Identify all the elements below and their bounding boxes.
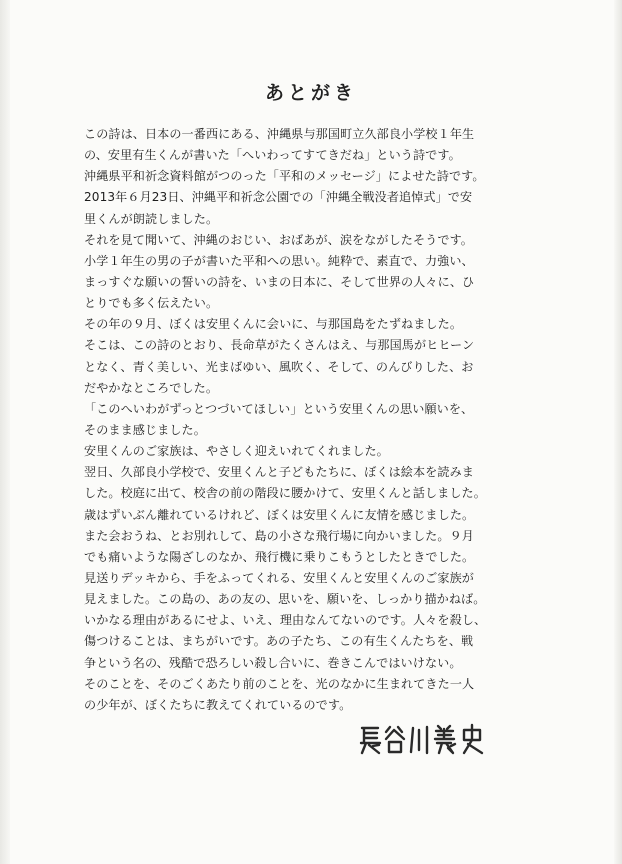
body-line-22: 見送りデッキから、手をふってくれる、安里くんと安里くんのご家族が (84, 570, 474, 585)
body-line-9: とりでも多く伝えたい。 (84, 296, 219, 311)
body-line-2: の、安里有生くんが書いた「へいわってすてきだね」という詩です。 (84, 148, 461, 163)
body-line-18: した。校庭に出て、校舎の前の階段に腰かけて、安里くんと話しました。 (84, 486, 486, 501)
afterword-body (84, 124, 544, 716)
body-line-10: その年の９月、ぼくは安里くんに会いに、与那国島をたずねました。 (84, 317, 463, 332)
body-line-23: 見えました。この島の、あの友の、思いを、願いを、しっかり描かねば。 (84, 592, 486, 607)
body-line-15: そのまま感じました。 (84, 422, 206, 437)
body-line-5: 里くんが朗読しました。 (84, 211, 219, 226)
body-line-8: まっすぐな願いの誓いの詩を、いまの日本に、そして世界の人々に、ひ (84, 274, 475, 289)
body-line-16: 安里くんのご家族は、やさしく迎えいれてくれました。 (84, 444, 389, 459)
body-line-12: となく、青く美しい、光まばゆい、風吹く、そして、のんびりした、お (84, 359, 474, 374)
body-line-21: でも痛いような陽ざしのなか、飛行機に乗りこもうとしたときでした。 (84, 549, 475, 564)
body-line-1: この詩は、日本の一番西にある、沖縄県与那国町立久部良小学校１年生 (84, 127, 475, 141)
body-line-17: 翌日、久部良小学校で、安里くんと子どもたちに、ぼくは絵本を読みま (84, 465, 474, 480)
body-line-13: だやかなところでした。 (84, 380, 219, 395)
body-line-6: それを見て聞いて、沖縄のおじい、おばあが、涙をながしたそうです。 (84, 232, 473, 247)
page-right-edge (614, 0, 622, 864)
page-title: あとがき (264, 82, 357, 104)
body-line-11: そこは、この詩のとおり、長命草がたくさんはえ、与那国馬がヒヒーン (84, 338, 475, 353)
body-line-25: 傷つけることは、まちがいです。あの子たち、この有生くんたちを、戦 (84, 634, 474, 649)
body-line-20: また会おうね、とお別れして、島の小さな飛行場に向かいました。９月 (84, 528, 474, 543)
body-line-14: 「このへいわがずっとつづいてほしい」という安里くんの思い願いを、 (84, 401, 474, 416)
body-line-27: そのことを、そのごくあたり前のことを、光のなかに生まれてきた一人 (84, 676, 475, 691)
handwritten-signature (356, 722, 504, 756)
body-line-7: 小学１年生の男の子が書いた平和への思い。純粋で、素直で、力強い、 (84, 253, 474, 268)
body-line-26: 争という名の、残酷で恐ろしい殺し合いに、巻きこんではいけない。 (84, 655, 462, 670)
page-left-edge (0, 0, 10, 864)
body-line-28: の少年が、ぼくたちに教えてくれているのです。 (84, 697, 352, 712)
body-line-4: 2013年６月23日、沖縄平和祈念公園での「沖縄全戦没者追悼式」で安 (84, 190, 473, 205)
body-line-19: 歳はずいぶん離れているけれど、ぼくは安里くんに友情を感じました。 (84, 507, 475, 522)
body-line-24: いかなる理由があるにせよ、いえ、理由なんてないのです。人々を殺し、 (84, 613, 487, 628)
body-line-3: 沖縄県平和祈念資料館がつのった「平和のメッセージ」によせた詩です。 (84, 169, 485, 184)
